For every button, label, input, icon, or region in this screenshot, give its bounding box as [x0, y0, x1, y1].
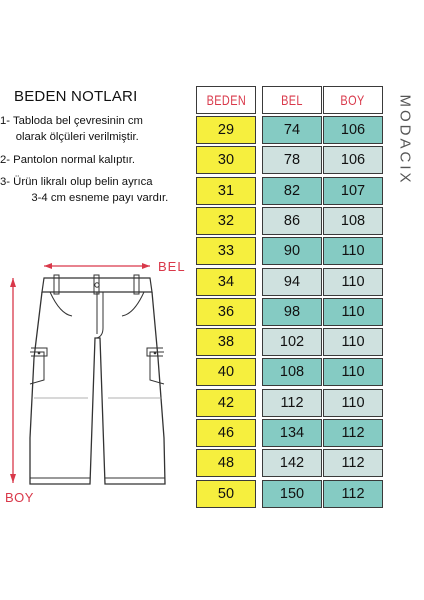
cell-boy: 106: [323, 116, 383, 144]
notes-title: BEDEN NOTLARI: [14, 88, 138, 105]
cell-beden: 40: [196, 358, 256, 386]
boy-label: BOY: [5, 490, 34, 505]
cell-bel: 112: [262, 389, 322, 417]
cell-bel: 74: [262, 116, 322, 144]
cell-boy: 110: [323, 268, 383, 296]
pants-diagram: [0, 248, 200, 520]
cell-bel: 150: [262, 480, 322, 508]
cell-beden: 50: [196, 480, 256, 508]
header-beden: BEDEN: [196, 86, 256, 114]
cell-bel: 134: [262, 419, 322, 447]
cell-boy: 110: [323, 237, 383, 265]
cell-beden: 34: [196, 268, 256, 296]
cell-beden: 32: [196, 207, 256, 235]
pants-drawing: [0, 248, 200, 520]
cell-boy: 110: [323, 328, 383, 356]
note-2: 2- Pantolon normal kalıptır.: [0, 154, 136, 166]
brand-name: MODACIX: [396, 94, 414, 186]
header-bel: BEL: [262, 86, 322, 114]
header-boy: BOY: [323, 86, 383, 114]
cell-bel: 78: [262, 146, 322, 174]
cell-boy: 108: [323, 207, 383, 235]
cell-boy: 110: [323, 298, 383, 326]
cell-bel: 102: [262, 328, 322, 356]
cell-beden: 46: [196, 419, 256, 447]
cell-boy: 110: [323, 389, 383, 417]
cell-bel: 98: [262, 298, 322, 326]
brand-logo: [392, 92, 418, 188]
cell-boy: 112: [323, 449, 383, 477]
cell-boy: 110: [323, 358, 383, 386]
bel-label: BEL: [158, 259, 186, 274]
cell-beden: 48: [196, 449, 256, 477]
cell-boy: 112: [323, 419, 383, 447]
cell-bel: 82: [262, 177, 322, 205]
note-3: 3- Ürün likralı olup belin ayrıca 3-4 cm esneme payı vardır.: [0, 176, 169, 204]
cell-beden: 31: [196, 177, 256, 205]
cell-boy: 112: [323, 480, 383, 508]
cell-boy: 106: [323, 146, 383, 174]
cell-beden: 29: [196, 116, 256, 144]
cell-bel: 86: [262, 207, 322, 235]
cell-bel: 108: [262, 358, 322, 386]
cell-beden: 30: [196, 146, 256, 174]
cell-bel: 94: [262, 268, 322, 296]
cell-boy: 107: [323, 177, 383, 205]
cell-beden: 38: [196, 328, 256, 356]
cell-bel: 90: [262, 237, 322, 265]
cell-beden: 33: [196, 237, 256, 265]
cell-beden: 42: [196, 389, 256, 417]
cell-bel: 142: [262, 449, 322, 477]
note-1: 1- Tabloda bel çevresinin cm olarak ölçüleri verilmiştir.: [0, 115, 143, 143]
cell-beden: 36: [196, 298, 256, 326]
